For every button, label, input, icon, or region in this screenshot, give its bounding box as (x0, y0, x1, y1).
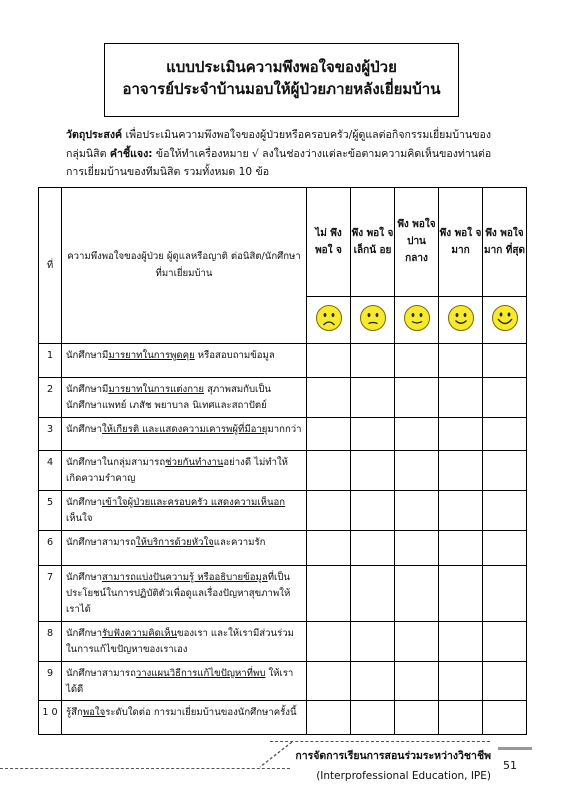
sad-face-icon (359, 304, 387, 332)
question-text: นักศึกษาสามารถ (66, 667, 136, 679)
rating-checkbox-cell[interactable] (351, 417, 395, 451)
rating-checkbox-cell[interactable] (395, 378, 439, 418)
rating-checkbox-cell[interactable] (307, 343, 351, 378)
question-keyword: รับฟังความคิดเห็น (101, 628, 178, 640)
rating-checkbox-cell[interactable] (307, 451, 351, 491)
row-question (62, 417, 307, 451)
question-text: รู้สึก (66, 707, 83, 719)
question-text: และความรัก (213, 536, 266, 548)
rating-checkbox-cell[interactable] (395, 343, 439, 378)
title-box (104, 43, 459, 117)
question-keyword: วางแผนวิธีการแก้ไขปัญหาที่พบ (135, 667, 266, 679)
question-keyword: ให้บริการด้วยหัวใจ (135, 536, 214, 548)
form-title-line1: แบบประเมินความพึงพอใจของผู้ป่วย (166, 58, 397, 76)
column-header-question: ความพึงพอใจของผู้ป่วย ผู้ดูแลหรือญาติ ต่อนิสิต/นักศึกษาที่มาเยี่ยมบ้าน (62, 188, 307, 344)
rating-checkbox-cell[interactable] (483, 490, 527, 530)
row-number: 3 (39, 417, 62, 451)
question-text: สุภาพสมกับเป็นนักศึกษาแพทย์ เภสัช พยาบาล นิเทศและสถาปัตย์ (66, 384, 271, 412)
rating-checkbox-cell[interactable] (307, 622, 351, 662)
row-question (62, 343, 307, 378)
table-row (39, 378, 527, 418)
very-happy-face-icon (491, 304, 519, 332)
objective-text: เพื่อประเมินความพึงพอใจของผู้ป่วยหรือครอบครัว/ผู้ดูแลต่อกิจกรรมเยี่ยมบ้านของกลุ่มนิสิต (66, 129, 492, 160)
rating-checkbox-cell[interactable] (351, 622, 395, 662)
rating-checkbox-cell[interactable] (439, 566, 483, 622)
row-number: 2 (39, 378, 62, 418)
rating-checkbox-cell[interactable] (307, 417, 351, 451)
rating-checkbox-cell[interactable] (439, 451, 483, 491)
rating-checkbox-cell[interactable] (395, 451, 439, 491)
footer-dashed-diagonal (258, 741, 294, 768)
happy-face-icon (447, 304, 475, 332)
rating-checkbox-cell[interactable] (351, 566, 395, 622)
rating-checkbox-cell[interactable] (307, 661, 351, 701)
question-keyword: พอใจ (82, 707, 106, 719)
row-question (62, 622, 307, 662)
rating-checkbox-cell[interactable] (395, 622, 439, 662)
rating-checkbox-cell[interactable] (395, 530, 439, 566)
face-cell-2 (351, 296, 395, 343)
rating-checkbox-cell[interactable] (483, 530, 527, 566)
table-row (39, 661, 527, 701)
question-text: นักศึกษา (66, 496, 102, 508)
rating-checkbox-cell[interactable] (483, 451, 527, 491)
rating-checkbox-cell[interactable] (307, 378, 351, 418)
question-keyword: ให้เกียรติ และแสดงความเคารพผู้ที่มีอายุ (101, 423, 268, 435)
row-number: 4 (39, 451, 62, 491)
rating-checkbox-cell[interactable] (351, 530, 395, 566)
satisfaction-table (38, 187, 527, 735)
face-cell-4 (439, 296, 483, 343)
rating-checkbox-cell[interactable] (307, 566, 351, 622)
question-keyword: มารยาทในการแต่งกาย (108, 384, 205, 396)
level-header-2: พึง พอใ จ เล็กน้ อย (351, 188, 395, 297)
question-text: ที่เป็นประโยชน์ในการปฏิบัติตัวเพื่อดูแลเรื่องปัญหาสุขภาพให้เราได้ (66, 572, 291, 616)
question-text: นักศึกษา (66, 572, 102, 584)
question-keyword: ช่วยกันทำงาน (165, 457, 224, 469)
footer-course-subtitle: (Interprofessional Education, IPE) (316, 770, 491, 782)
row-question (62, 490, 307, 530)
table-row (39, 490, 527, 530)
row-number: 9 (39, 661, 62, 701)
row-number: 6 (39, 530, 62, 566)
instruction-text: ข้อให้ทำเครื่องหมาย √ ลงในช่องว่างแต่ละข้อตามความคิดเห็นของท่านต่อการเยี่ยมบ้านของทีมนิสิต รวมทั้งหมด 10 ข้อ (66, 147, 492, 178)
question-text: อย่างดี ไม่ทำให้เกิดความรำคาญ (66, 457, 288, 485)
rating-checkbox-cell[interactable] (307, 701, 351, 735)
rating-checkbox-cell[interactable] (439, 417, 483, 451)
table-row (39, 566, 527, 622)
very-sad-face-icon (315, 304, 343, 332)
column-header-no: ที่ (39, 188, 62, 344)
question-text: หรือสอบถามข้อมูล (194, 349, 275, 361)
instruction-label: คำชี้แจง: (109, 147, 153, 160)
rating-checkbox-cell[interactable] (439, 530, 483, 566)
row-question (62, 566, 307, 622)
rating-checkbox-cell[interactable] (351, 451, 395, 491)
rating-checkbox-cell[interactable] (351, 343, 395, 378)
table-row (39, 343, 527, 378)
row-question (62, 530, 307, 566)
objective-paragraph (66, 126, 506, 182)
level-header-5: พึง พอใจ มาก ที่สุด (483, 188, 527, 297)
row-question (62, 378, 307, 418)
footer-dashed-line (0, 768, 290, 769)
row-number: 1 0 (39, 701, 62, 735)
row-number: 1 (39, 343, 62, 378)
rating-checkbox-cell[interactable] (351, 490, 395, 530)
question-text: นักศึกษามี (66, 384, 109, 396)
table-row (39, 451, 527, 491)
question-text: นักศึกษาในกลุ่มสามารถ (66, 457, 166, 469)
row-question (62, 451, 307, 491)
question-keyword: มารยาทในการพูดคุย (108, 349, 195, 361)
rating-checkbox-cell[interactable] (351, 661, 395, 701)
question-keyword: เข้าใจผู้ป่วยและครอบครัว แสดงความเห็นอก (101, 496, 286, 508)
rating-checkbox-cell[interactable] (395, 417, 439, 451)
table-row (39, 622, 527, 662)
question-text: มากกว่า (267, 423, 302, 435)
face-cell-1 (307, 296, 351, 343)
question-text: ระดับใดต่อ การมาเยี่ยมบ้านของนักศึกษาครั้งนี้ (105, 707, 297, 719)
question-text: เห็นใจ (66, 512, 93, 524)
rating-checkbox-cell[interactable] (439, 661, 483, 701)
rating-checkbox-cell[interactable] (483, 622, 527, 662)
table-row (39, 701, 527, 735)
page-number-bar (498, 747, 532, 750)
page-number: 51 (503, 759, 517, 772)
question-text: นักศึกษา (66, 628, 102, 640)
rating-checkbox-cell[interactable] (351, 701, 395, 735)
row-number: 7 (39, 566, 62, 622)
rating-checkbox-cell[interactable] (307, 490, 351, 530)
question-text: ของเรา และให้เรามีส่วนร่วมในการแก้ไขปัญหาของเราเอง (66, 628, 294, 656)
level-header-1: ไม่ พึง พอใ จ (307, 188, 351, 297)
rating-checkbox-cell[interactable] (439, 490, 483, 530)
face-cell-5 (483, 296, 527, 343)
level-header-4: พึง พอใ จ มาก (439, 188, 483, 297)
question-text: ให้เราได้ดี (66, 667, 294, 695)
rating-checkbox-cell[interactable] (351, 378, 395, 418)
rating-checkbox-cell[interactable] (439, 701, 483, 735)
rating-checkbox-cell[interactable] (439, 378, 483, 418)
rating-checkbox-cell[interactable] (395, 566, 439, 622)
row-number: 5 (39, 490, 62, 530)
rating-checkbox-cell[interactable] (439, 622, 483, 662)
table-row (39, 530, 527, 566)
row-question (62, 701, 307, 735)
rating-checkbox-cell[interactable] (483, 417, 527, 451)
rating-checkbox-cell[interactable] (395, 661, 439, 701)
rating-checkbox-cell[interactable] (395, 490, 439, 530)
level-header-3: พึง พอใจ ปาน กลาง (395, 188, 439, 297)
form-title-line2: อาจารย์ประจำบ้านมอบให้ผู้ป่วยภายหลังเยี่ยมบ้าน (122, 80, 441, 98)
question-keyword: สามารถแบ่งปันความรู้ หรืออธิบายข้อมูล (101, 572, 268, 584)
rating-checkbox-cell[interactable] (483, 378, 527, 418)
neutral-happy-face-icon (403, 304, 431, 332)
footer-dashed-line-top (270, 741, 490, 742)
rating-checkbox-cell[interactable] (483, 343, 527, 378)
rating-checkbox-cell[interactable] (395, 701, 439, 735)
question-text: นักศึกษา (66, 423, 102, 435)
rating-checkbox-cell[interactable] (439, 343, 483, 378)
rating-checkbox-cell[interactable] (483, 566, 527, 622)
question-text: นักศึกษาสามารถ (66, 536, 136, 548)
footer-course-title: การจัดการเรียนการสอนร่วมระหว่างวิชาชีพ (295, 750, 491, 762)
footer-text (295, 746, 491, 786)
question-text: นักศึกษามี (66, 349, 109, 361)
table-row (39, 417, 527, 451)
objective-label: วัตถุประสงค์ (66, 129, 123, 141)
rating-checkbox-cell[interactable] (307, 530, 351, 566)
rating-checkbox-cell[interactable] (483, 661, 527, 701)
rating-checkbox-cell[interactable] (483, 701, 527, 735)
row-question (62, 661, 307, 701)
row-number: 8 (39, 622, 62, 662)
face-cell-3 (395, 296, 439, 343)
